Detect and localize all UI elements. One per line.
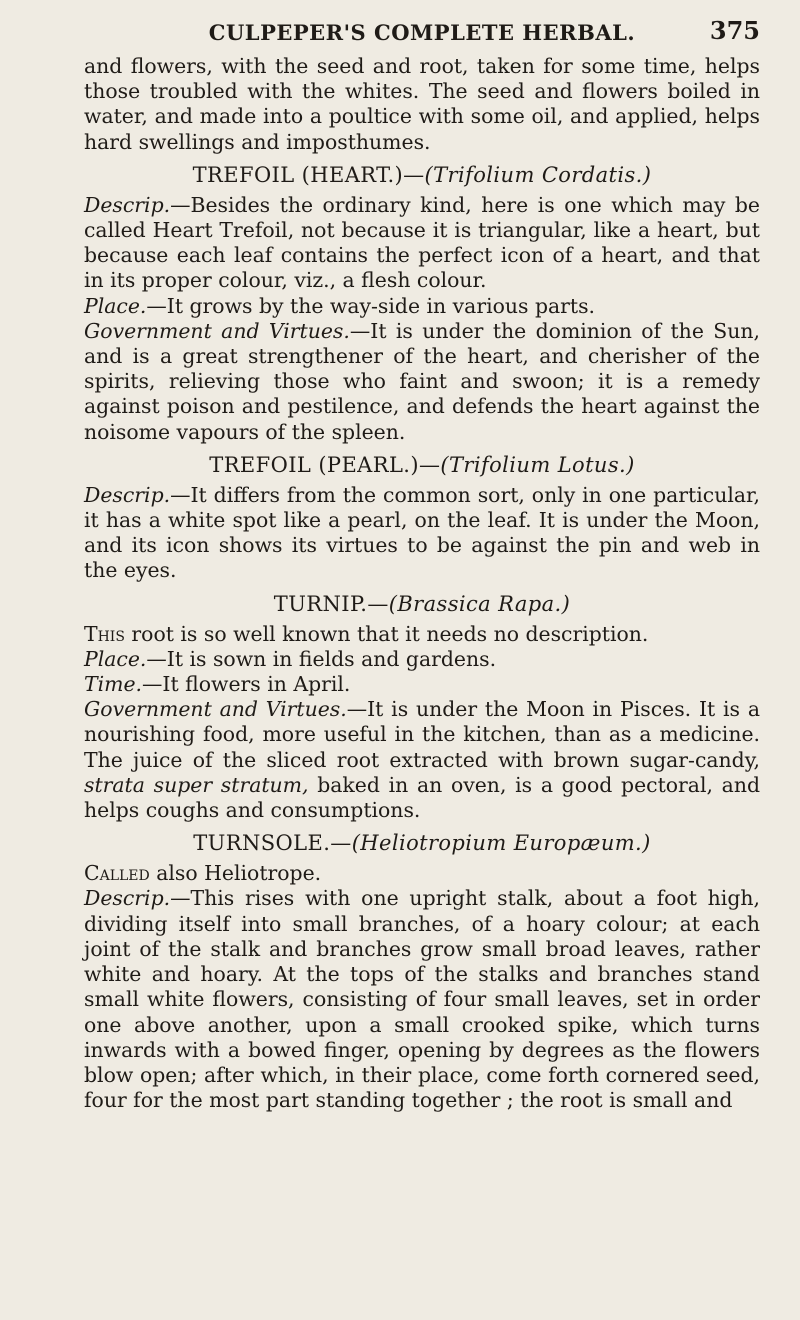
trefoil-heart-descrip: Descrip.—Besides the ordinary kind, here is one which may be called Heart Trefoil, not because it is triangular, like a heart, but because each leaf contains the perfect icon of a heart, and that in its proper colour, viz., a flesh colour. <box>84 192 760 293</box>
turnip-government: Government and Virtues.—It is under the Moon in Pisces. It is a nourishing food, more useful in the kitchen, than as a medicine. The juice of the sliced root extracted with brown sugar-candy, strata super stratum, baked in an oven, is a good pectoral, and helps coughs and consumptions. <box>84 697 761 823</box>
trefoil-heart-government: Government and Virtues.—It is under the dominion of the Sun, and is a great strengthener of the heart, and cherisher of the spirits, relieving those who faint and swoon; it is a remedy against poison and pestilence, and defends the heart against the noisome vapours of the spleen. <box>84 318 760 444</box>
turnip-place: Place.—It is sown in fields and gardens. <box>84 646 497 671</box>
running-head <box>84 14 760 54</box>
turnip-time: Time.—It flowers in April. <box>84 672 351 697</box>
heading-trefoil-pearl: TREFOIL (PEARL.)—(Trifolium Lotus.) <box>209 452 635 477</box>
page-number: 375 <box>709 16 760 45</box>
running-title: CULPEPER'S COMPLETE HERBAL. <box>208 20 636 45</box>
heading-turnip: TURNIP.—(Brassica Rapa.) <box>273 591 571 616</box>
intro-paragraph: and flowers, with the seed and root, taken for some time, helps those troubled with the whites. The seed and flowers boiled in water, and made into a poultice with some oil, and applied, helps hard swellings and imposthumes. <box>84 54 760 154</box>
turnsole-intro: Called also Heliotrope. <box>84 861 322 886</box>
turnsole-descrip: Descrip.—This rises with one upright stalk, about a foot high, dividing itself into small branches, of a hoary colour; at each joint of the stalk and branches grow small broad leaves, rather white and hoary. At the tops of the stalks and branches stand small white flowers, consisting of four small leaves, set in order one above another, upon a small crooked spike, which turns inwards with a bowed finger, opening by degrees as the flowers blow open; after which, in their place, come forth cornered seed, four for the most part standing together ; the root is small and <box>84 886 760 1113</box>
trefoil-heart-place: Place.—It grows by the way-side in various parts. <box>84 293 596 318</box>
heading-trefoil-heart: TREFOIL (HEART.)—(Trifolium Cordatis.) <box>192 162 652 187</box>
turnip-intro: This root is so well known that it needs no description. <box>84 621 649 646</box>
trefoil-pearl-descrip: Descrip.—It differs from the common sort, only in one particular, it has a white spot like a pearl, on the leaf. It is under the Moon, and its icon shows its virtues to be against the pin and web in the eyes. <box>84 482 760 583</box>
heading-turnsole: TURNSOLE.—(Heliotropium Europæum.) <box>193 831 651 856</box>
